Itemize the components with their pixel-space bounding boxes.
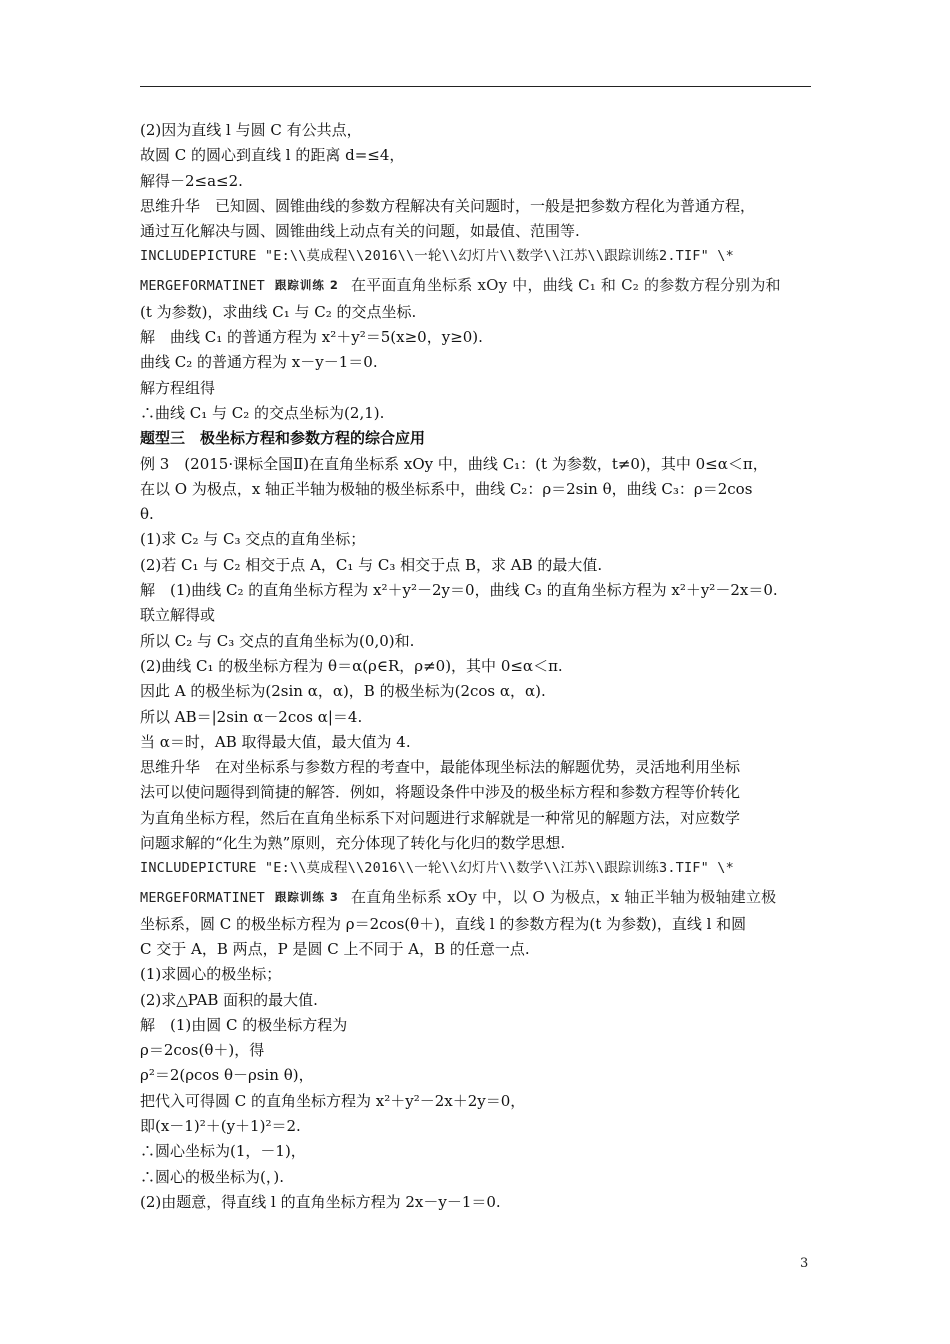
text-line: 把代入可得圆 C 的直角坐标方程为 x²＋y²－2x＋2y＝0， xyxy=(140,1091,526,1110)
text-line: (2)因为直线 l 与圆 C 有公共点， xyxy=(140,121,362,139)
exercise-badge: 跟踪训练 3 xyxy=(274,889,339,904)
text-line: 思维升华 已知圆、圆锥曲线的参数方程解决有关问题时，一般是把参数方程化为普通方程， xyxy=(140,196,756,215)
text-line: ρ＝2cos(θ＋)，得 xyxy=(140,1041,265,1060)
field-code-text: MERGEFORMATINET xyxy=(140,889,265,906)
text-line: ∴曲线 C₁ 与 C₂ 的交点坐标为(2,1). xyxy=(140,403,385,422)
text-line: (2)求△PAB 面积的最大值. xyxy=(140,990,318,1009)
exercise-badge: 跟踪训练 2 xyxy=(274,277,339,292)
document-body xyxy=(140,118,812,1215)
field-code-line: INCLUDEPICTURE "E:\\莫成程\\2016\\一轮\\幻灯片\\数学\\江苏\\跟踪训练2.TIF" \* xyxy=(140,248,734,265)
text-line: 例 3 (2015·课标全国Ⅱ)在直角坐标系 xOy 中，曲线 C₁：(t 为参数，t≠0)，其中 0≤α＜π， xyxy=(140,454,768,473)
text-line: 所以 C₂ 与 C₃ 交点的直角坐标为(0,0)和. xyxy=(140,631,415,650)
text-line: ∴圆心坐标为(1，－1)， xyxy=(140,1142,306,1161)
text-line: 即(x－1)²＋(y＋1)²＝2. xyxy=(140,1116,301,1135)
text-line: 解方程组得 xyxy=(140,378,216,397)
text-line: θ. xyxy=(140,505,154,524)
exercise-line xyxy=(140,270,812,300)
header-rule xyxy=(140,86,811,87)
text-line: 联立解得或 xyxy=(140,606,216,625)
text-line: (2)若 C₁ 与 C₂ 相交于点 A，C₁ 与 C₃ 相交于点 B，求 AB 的最大值. xyxy=(140,555,603,574)
text-line: ∴圆心的极坐标为(，). xyxy=(140,1167,284,1186)
text-line: 解 (1)曲线 C₂ 的直角坐标方程为 x²＋y²－2y＝0，曲线 C₃ 的直角坐标方程为 x²＋y²－2x＝0. xyxy=(140,581,778,600)
text-line: (2)由题意，得直线 l 的直角坐标方程为 2x－y－1＝0. xyxy=(140,1192,501,1211)
text-line: 解得－2≤a≤2. xyxy=(140,171,243,190)
text-line: 解 (1)由圆 C 的极坐标方程为 xyxy=(140,1015,348,1034)
text-line: (2)曲线 C₁ 的极坐标方程为 θ＝α(ρ∈R，ρ≠0)，其中 0≤α＜π. xyxy=(140,656,563,675)
text-line: ρ²＝2(ρcos θ－ρsin θ)， xyxy=(140,1066,314,1085)
text-line: 故圆 C 的圆心到直线 l 的距离 d=≤4， xyxy=(140,146,405,165)
text-line: (1)求圆心的极坐标； xyxy=(140,965,282,984)
page-number: 3 xyxy=(800,1256,809,1271)
text-line: 当 α＝时，AB 取得最大值，最大值为 4. xyxy=(140,732,411,751)
text-line: 在以 O 为极点，x 轴正半轴为极轴的极坐标系中，曲线 C₂：ρ＝2sin θ，曲线 C₃：ρ＝2cos xyxy=(140,479,753,498)
text-line: 通过互化解决与圆、圆锥曲线上动点有关的问题，如最值、范围等. xyxy=(140,222,580,241)
exercise-text: 在平面直角坐标系 xOy 中，曲线 C₁ 和 C₂ 的参数方程分别为和 xyxy=(350,275,781,294)
exercise-line xyxy=(140,882,812,912)
text-line: 曲线 C₂ 的普通方程为 x－y－1＝0. xyxy=(140,353,378,372)
text-line: 所以 AB＝|2sin α－2cos α|＝4. xyxy=(140,707,363,726)
text-line: (t 为参数)，求曲线 C₁ 与 C₂ 的交点坐标. xyxy=(140,302,417,321)
text-line: 法可以使问题得到简捷的解答．例如，将题设条件中涉及的极坐标方程和参数方程等价转化 xyxy=(140,783,741,802)
text-line: 问题求解的“化生为熟”原则，充分体现了转化与化归的数学思想. xyxy=(140,834,566,853)
text-line: 坐标系，圆 C 的极坐标方程为 ρ＝2cos(θ＋)，直线 l 的参数方程为(t 为参数)，直线 l 和圆 xyxy=(140,914,747,933)
text-line: 解 曲线 C₁ 的普通方程为 x²＋y²＝5(x≥0，y≥0). xyxy=(140,328,483,347)
text-line: 因此 A 的极坐标为(2sin α，α)，B 的极坐标为(2cos α，α). xyxy=(140,682,546,701)
text-line: C 交于 A，B 两点，P 是圆 C 上不同于 A，B 的任意一点. xyxy=(140,939,530,958)
section-heading: 题型三 极坐标方程和参数方程的综合应用 xyxy=(140,429,426,448)
text-line: 思维升华 在对坐标系与参数方程的考查中，最能体现坐标法的解题优势，灵活地利用坐标 xyxy=(140,758,741,777)
field-code-line: INCLUDEPICTURE "E:\\莫成程\\2016\\一轮\\幻灯片\\数学\\江苏\\跟踪训练3.TIF" \* xyxy=(140,860,734,877)
text-line: 为直角坐标方程，然后在直角坐标系下对问题进行求解就是一种常见的解题方法，对应数学 xyxy=(140,808,741,827)
field-code-text: MERGEFORMATINET xyxy=(140,277,265,294)
exercise-text: 在直角坐标系 xOy 中，以 O 为极点，x 轴正半轴为极轴建立极 xyxy=(350,887,777,906)
text-line: (1)求 C₂ 与 C₃ 交点的直角坐标； xyxy=(140,530,366,549)
